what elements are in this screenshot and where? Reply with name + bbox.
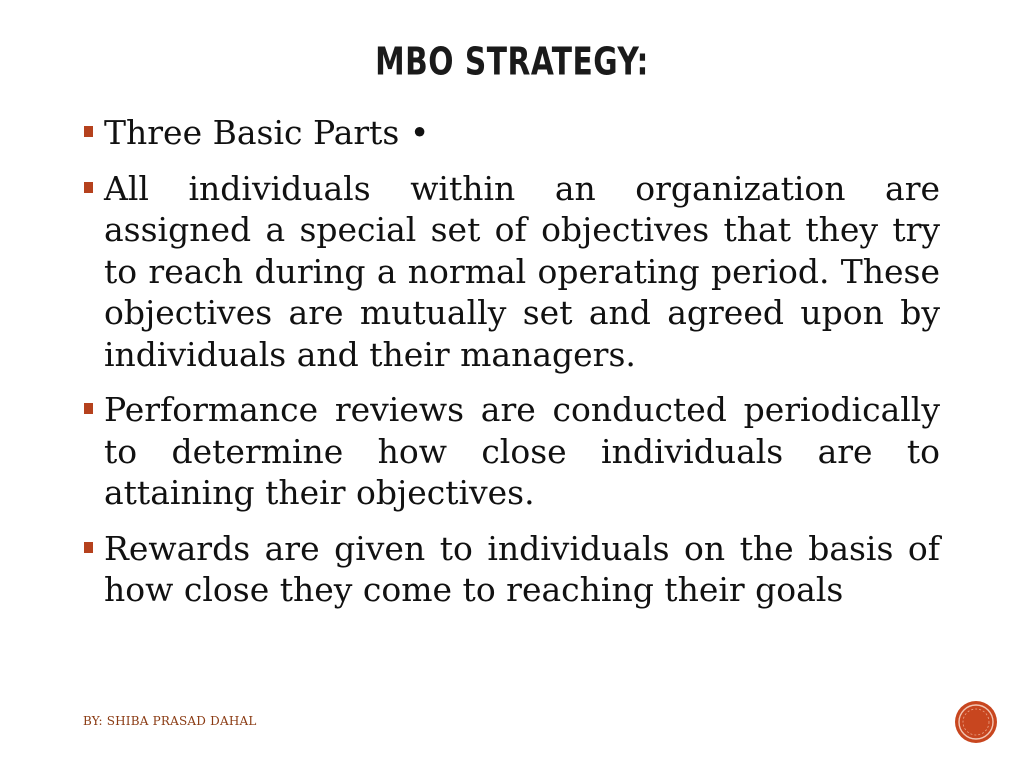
- author-footer: BY: SHIBA PRASAD DAHAL: [83, 714, 257, 728]
- bullet-item: [82, 528, 940, 611]
- slide-title: MBO STRATEGY:: [375, 39, 649, 84]
- slide-number-badge-icon: [954, 700, 998, 744]
- bullet-item: [82, 168, 940, 376]
- square-bullet-icon: [84, 542, 93, 553]
- square-bullet-icon: [84, 182, 93, 193]
- bullet-item: [82, 112, 940, 154]
- square-bullet-icon: [84, 126, 93, 137]
- bullet-text: Three Basic Parts •: [104, 113, 430, 152]
- bullet-text: Performance reviews are conducted periodically to determine how close individuals are to attaining their objectives.: [104, 390, 940, 512]
- bullet-text: Rewards are given to individuals on the basis of how close they come to reaching their goals: [104, 528, 940, 609]
- square-bullet-icon: [84, 403, 93, 414]
- bullet-list: [82, 112, 940, 625]
- bullet-item: [82, 389, 940, 514]
- bullet-text: All individuals within an organization are assigned a special set of objectives that they try to reach during a normal operating period. These objectives are mutually set and agreed upon by individuals and their managers.: [104, 168, 940, 374]
